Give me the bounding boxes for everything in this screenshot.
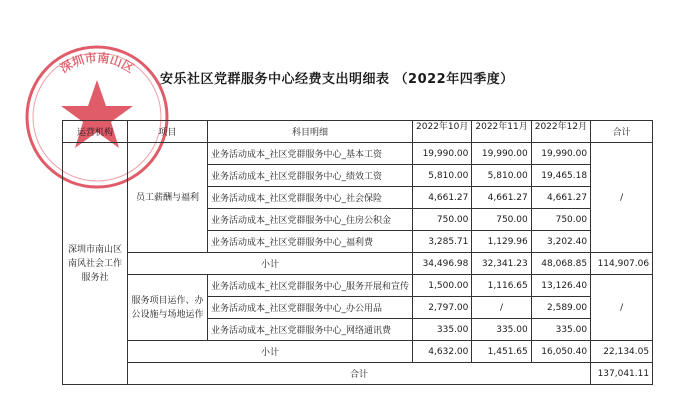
org-name-cell: 深圳市南山区南风社会工作服务社 <box>63 143 128 385</box>
detail-cell: 业务活动成本_社区党群服务中心_绩效工资 <box>208 165 413 187</box>
header-month-11: 2022年11月 <box>472 121 531 143</box>
detail-cell: 业务活动成本_社区党群服务中心_服务开展和宣传 <box>208 275 413 297</box>
subtotal-amount: 32,341.23 <box>472 253 531 275</box>
subtotal-amount: 48,068.85 <box>531 253 590 275</box>
amount-cell: 19,990.00 <box>413 143 472 165</box>
subtotal-label: 小计 <box>128 253 413 275</box>
expense-table <box>62 120 653 385</box>
subtotal-row <box>63 341 653 363</box>
amount-cell: 4,661.27 <box>472 187 531 209</box>
header-detail: 科目明细 <box>208 121 413 143</box>
subtotal-amount: 34,496.98 <box>413 253 472 275</box>
detail-cell: 业务活动成本_社区党群服务中心_办公用品 <box>208 297 413 319</box>
detail-cell: 业务活动成本_社区党群服务中心_社会保险 <box>208 187 413 209</box>
amount-cell: 335.00 <box>472 319 531 341</box>
detail-cell: 业务活动成本_社区党群服务中心_网络通讯费 <box>208 319 413 341</box>
amount-cell: 335.00 <box>413 319 472 341</box>
amount-cell: 19,465.18 <box>531 165 590 187</box>
seal-text: 深圳市南山区 <box>57 50 137 76</box>
amount-cell: 19,990.00 <box>472 143 531 165</box>
grand-total-value: 137,041.11 <box>591 363 653 385</box>
header-item: 项目 <box>128 121 208 143</box>
amount-cell: 750.00 <box>413 209 472 231</box>
total-mark-cell: / <box>591 275 653 341</box>
amount-cell: 1,500.00 <box>413 275 472 297</box>
amount-cell: 750.00 <box>531 209 590 231</box>
amount-cell: 19,990.00 <box>531 143 590 165</box>
header-org: 运营机构 <box>63 121 128 143</box>
header-month-12: 2022年12月 <box>531 121 590 143</box>
amount-cell: 335.00 <box>531 319 590 341</box>
amount-cell: 5,810.00 <box>413 165 472 187</box>
grand-total-label: 合计 <box>128 363 591 385</box>
amount-cell: 3,285.71 <box>413 231 472 253</box>
table-header-row <box>63 121 653 143</box>
amount-cell: / <box>472 297 531 319</box>
amount-cell: 4,661.27 <box>531 187 590 209</box>
header-month-10: 2022年10月 <box>413 121 472 143</box>
grand-total-row <box>63 363 653 385</box>
amount-cell: 2,589.00 <box>531 297 590 319</box>
amount-cell: 4,661.27 <box>413 187 472 209</box>
subtotal-total: 22,134.05 <box>591 341 653 363</box>
subtotal-label: 小计 <box>128 341 413 363</box>
subtotal-amount: 16,050.40 <box>531 341 590 363</box>
amount-cell: 3,202.40 <box>531 231 590 253</box>
amount-cell: 13,126.40 <box>531 275 590 297</box>
detail-cell: 业务活动成本_社区党群服务中心_住房公积金 <box>208 209 413 231</box>
amount-cell: 750.00 <box>472 209 531 231</box>
table-row <box>63 275 653 297</box>
detail-cell: 业务活动成本_社区党群服务中心_福利费 <box>208 231 413 253</box>
amount-cell: 1,129.96 <box>472 231 531 253</box>
amount-cell: 2,797.00 <box>413 297 472 319</box>
group-name-cell: 服务项目运作、办公设施与场地运作 <box>128 275 208 341</box>
group-name-cell: 员工薪酬与福利 <box>128 143 208 253</box>
subtotal-amount: 1,451.65 <box>472 341 531 363</box>
header-total: 合计 <box>591 121 653 143</box>
subtotal-amount: 4,632.00 <box>413 341 472 363</box>
amount-cell: 5,810.00 <box>472 165 531 187</box>
subtotal-row <box>63 253 653 275</box>
total-mark-cell: / <box>591 143 653 253</box>
detail-cell: 业务活动成本_社区党群服务中心_基本工资 <box>208 143 413 165</box>
table-row <box>63 143 653 165</box>
page-title: 安乐社区党群服务中心经费支出明细表 （2022年四季度） <box>160 72 514 87</box>
amount-cell: 1,116.65 <box>472 275 531 297</box>
subtotal-total: 114,907.06 <box>591 253 653 275</box>
